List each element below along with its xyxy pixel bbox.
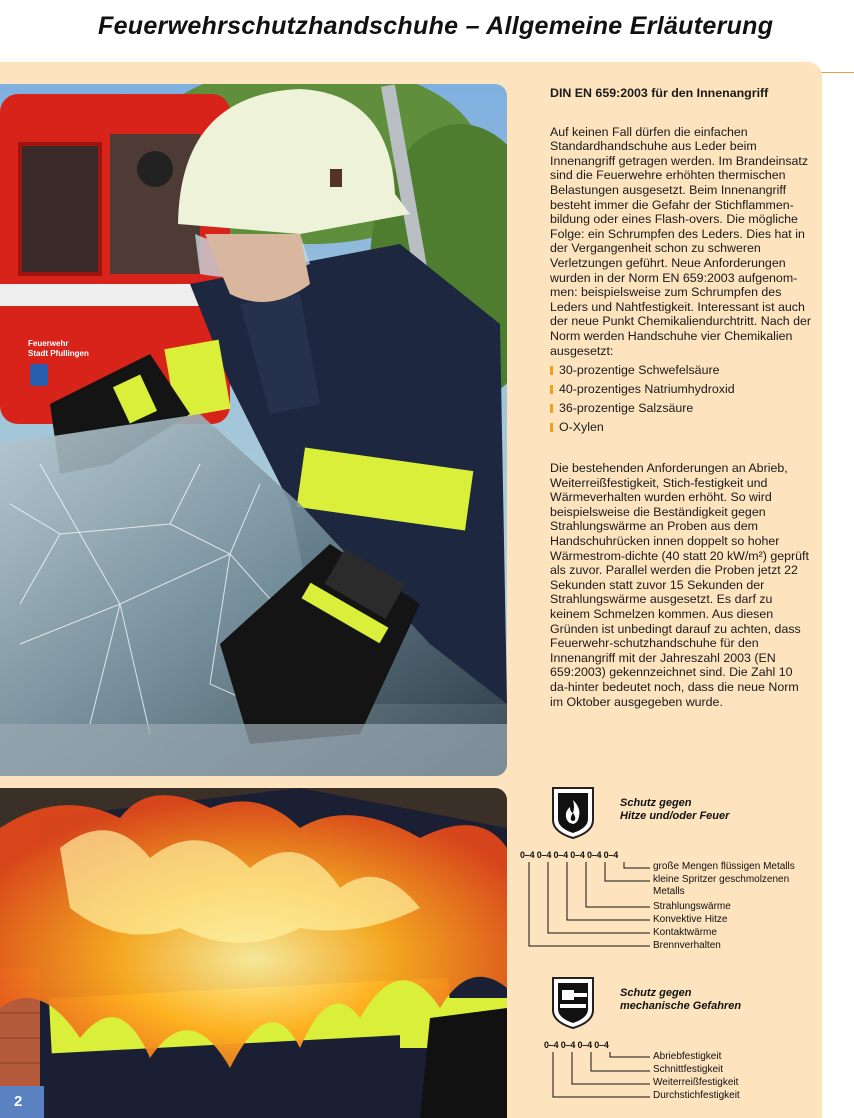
heat-legend-item: Brennverhalten xyxy=(653,940,721,951)
heat-code: 0–4 xyxy=(536,850,552,860)
mechanical-label-line2: mechanische Gefahren xyxy=(620,1000,742,1012)
list-item: 36-prozentige Salzsäure xyxy=(550,399,812,418)
article-paragraph-2: Die bestehenden Anforderungen an Abrieb, Weiterreißfestigkeit, Stich-festigkeit und Wärmeverhalten wurden erhöht. So wird beispielsweise die Beständigkeit gegen Strahlungswärme an Proben aus dem Handschuhrücken innen doppelt so hoher Wärmestrom-dichte (40 statt 20 kW/m²) geprüft als zuvor. Parallel werden die Proben jetzt 22 Sekunden statt zuvor 15 Sekunden der Strahlungswärme ausgesetzt. Es darf zu keinem Schmelzen kommen. Aus diesen Gründen ist unbedingt darauf zu achten, dass Feuerwehr-schutzhandschuhe für den Innenangriff mit der Jahreszahl 2003 (EN 659:2003) gekennzeichnet sind. Die Zahl 10 da-hinter bedeutet noch, dass die neue Norm im Oktober ausgegeben wurde. xyxy=(550,461,809,709)
heat-code: 0–4 xyxy=(520,850,535,860)
mechanical-code: 0–4 xyxy=(594,1040,609,1050)
list-item: 30-prozentige Schwefelsäure xyxy=(550,361,812,380)
photo-firefighter-windshield xyxy=(0,84,507,776)
chemical-list xyxy=(550,361,812,437)
heat-code-row xyxy=(520,850,618,860)
mechanical-code: 0–4 xyxy=(544,1040,559,1050)
article-paragraph-1: Auf keinen Fall dürfen die einfachen Standardhandschuhe aus Leder beim Innenangriff getragen werden. Im Brandeinsatz sind die Feuerwehre erhöhten thermischen Belastungen ausgesetzt. Beim Innenangriff besteht immer die Gefahr der Stichflammen-bildung oder eines Flash-overs. Die mögliche Folge: ein Schrumpfen des Leders. Dies hat in der Vergangenheit schon zu schweren Verletzungen geführt. Neue Anforderungen wurden in der Norm EN 659:2003 aufgenom-men: beispielsweise zum Schrumpfen des Leders und Nahtfestigkeit. Interessant ist auch der neue Punkt Chemikaliendurchtritt. Nach der Norm werden Handschuhe vier Chemikalien ausgesetzt: xyxy=(550,124,812,358)
mechanical-code: 0–4 xyxy=(560,1040,576,1050)
heat-code: 0–4 xyxy=(570,850,585,860)
list-item: 40-prozentiges Natriumhydroxid xyxy=(550,380,812,399)
mechanical-code: 0–4 xyxy=(577,1040,592,1050)
page-number: 2 xyxy=(0,1086,44,1118)
mechanical-legend-item: Schnittfestigkeit xyxy=(653,1064,724,1075)
heat-label-line1: Schutz gegen xyxy=(620,797,692,809)
heat-protection-label xyxy=(620,797,729,823)
heat-legend-lines xyxy=(520,860,660,950)
truck-lettering-1: Feuerwehr xyxy=(28,339,69,348)
heat-legend-item: Kontaktwärme xyxy=(653,927,717,938)
mechanical-legend-item: Durchstichfestigkeit xyxy=(653,1090,740,1101)
hammer-pictogram-icon xyxy=(551,976,595,1030)
heat-legend-item: kleine Spritzer geschmolzenen Metalls xyxy=(653,874,790,897)
article xyxy=(550,86,812,709)
flame-pictogram-icon xyxy=(551,786,595,840)
heat-code: 0–4 xyxy=(586,850,602,860)
heat-code: 0–4 xyxy=(553,850,568,860)
list-item: O-Xylen xyxy=(550,418,812,437)
truck-lettering-2: Stadt Pfullingen xyxy=(28,349,89,358)
mechanical-label-line1: Schutz gegen xyxy=(620,987,692,999)
heat-code: 0–4 xyxy=(603,850,619,860)
mechanical-legend-lines xyxy=(544,1050,656,1102)
mechanical-code-row xyxy=(544,1040,609,1050)
article-heading: DIN EN 659:2003 für den Innenangriff xyxy=(550,86,769,100)
photo-flames xyxy=(0,788,507,1118)
mechanical-legend-item: Abriebfestigkeit xyxy=(653,1051,722,1062)
mechanical-protection-label xyxy=(620,987,741,1013)
page-title: Feuerwehrschutzhandschuhe – Allgemeine Erläuterung xyxy=(98,12,774,40)
heat-legend-item: große Mengen flüssigen Metalls xyxy=(653,861,795,872)
mechanical-legend-item: Weiterreißfestigkeit xyxy=(653,1077,739,1088)
heat-label-line2: Hitze und/oder Feuer xyxy=(620,810,730,822)
heat-legend-item: Konvektive Hitze xyxy=(653,914,728,925)
heat-legend-item: Strahlungswärme xyxy=(653,901,731,912)
